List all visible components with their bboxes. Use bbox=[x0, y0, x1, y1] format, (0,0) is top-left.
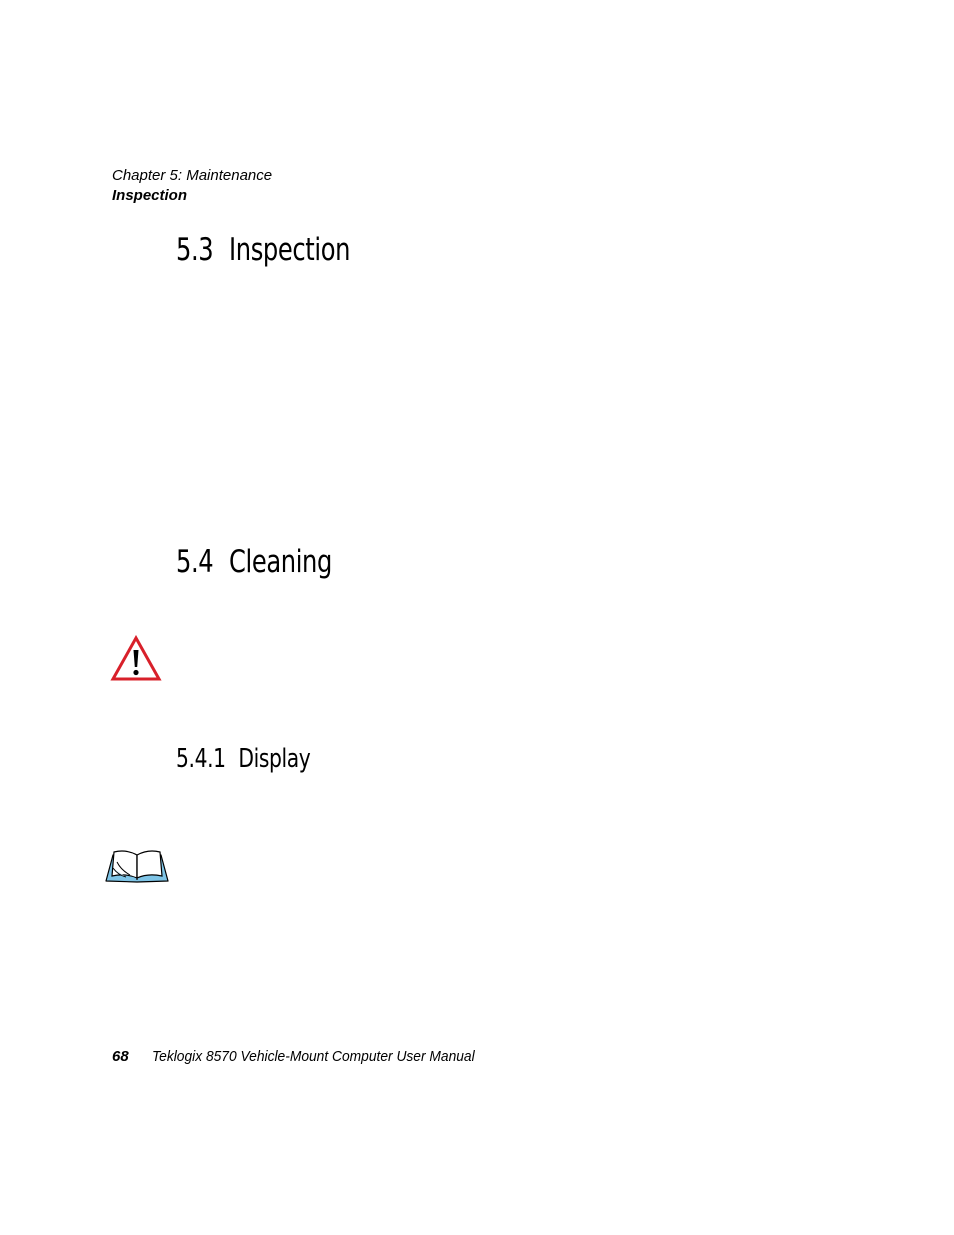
subsection-number: 5.4.1 bbox=[176, 744, 226, 774]
footer-manual-title: Teklogix 8570 Vehicle-Mount Computer User Manual bbox=[152, 1048, 475, 1065]
section-title: Cleaning bbox=[229, 544, 332, 580]
section-heading-inspection bbox=[176, 232, 350, 268]
section-heading-cleaning bbox=[176, 544, 332, 580]
section-number: 5.3 bbox=[176, 232, 214, 268]
running-header-chapter: Chapter 5: Maintenance bbox=[112, 167, 273, 184]
subsection-heading-display bbox=[176, 744, 310, 774]
running-header-section: Inspection bbox=[112, 187, 188, 204]
warning-triangle-icon bbox=[110, 635, 162, 682]
page-number: 68 bbox=[112, 1048, 129, 1065]
open-book-note-icon bbox=[104, 848, 170, 884]
section-title: Inspection bbox=[229, 232, 351, 268]
subsection-title: Display bbox=[238, 744, 311, 774]
section-number: 5.4 bbox=[176, 544, 214, 580]
